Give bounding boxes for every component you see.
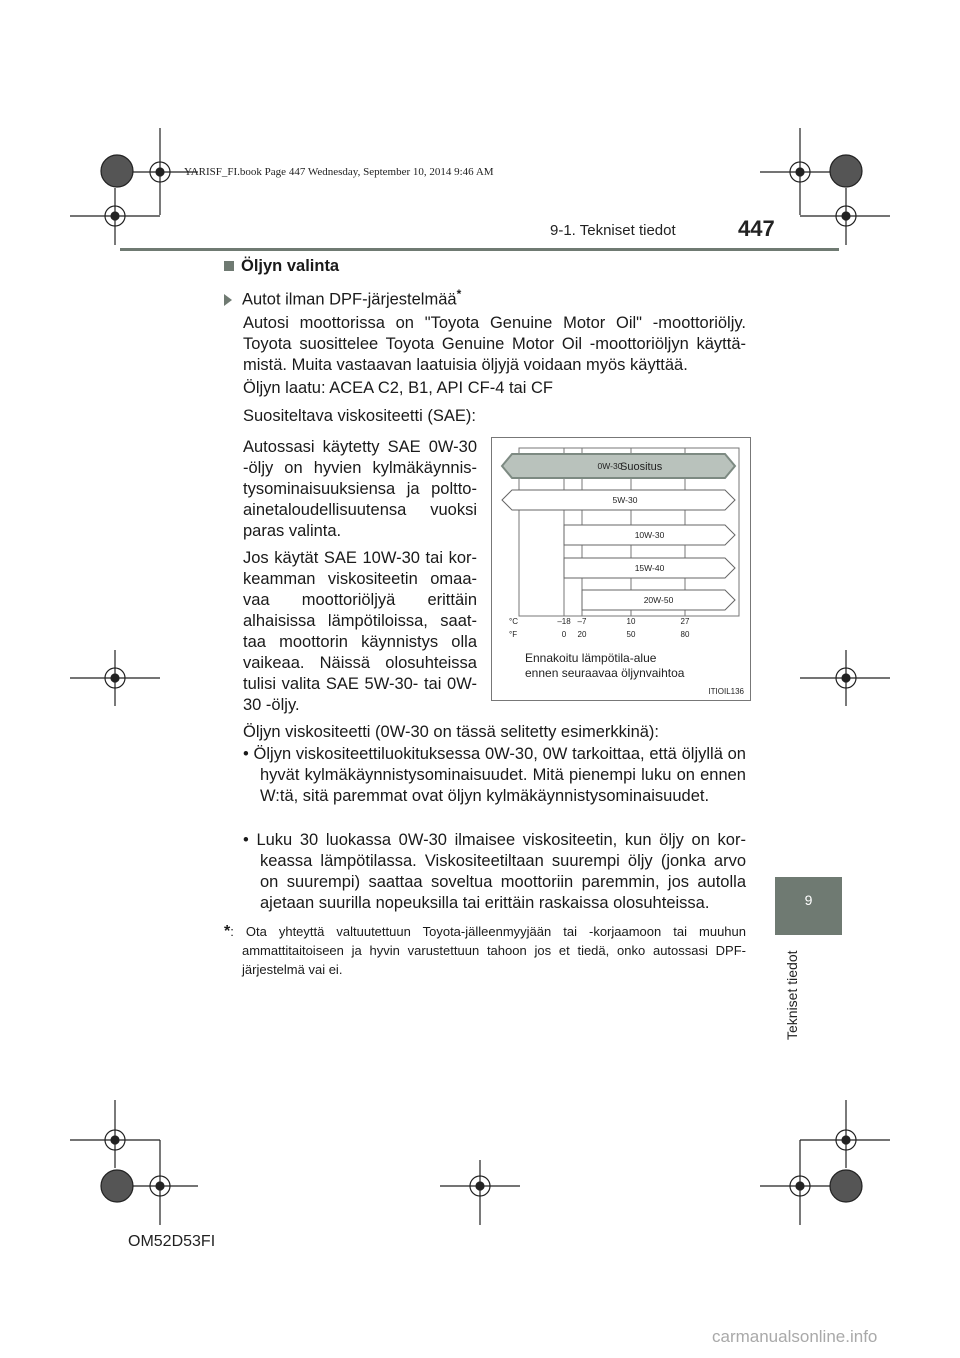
subheading [224,284,461,311]
tick-label-f: 0 [561,630,567,639]
viscosity-chart [491,437,751,701]
viscosity-chart-svg [492,438,750,700]
subheading-footnote-mark: * [456,287,462,301]
viscosity-label: Suositeltava viskositeetti (SAE): [243,407,476,425]
unit-c: °C [509,617,518,626]
paragraph-0w30: Autossasi käytetty SAE 0W-30 -öljy on hyvien kylmäkäynnistysominaisuuksiensa ja polttoainetaloudellisuutensa vuoksi paras valinta. [243,438,477,540]
chapter-title-vertical [784,944,804,1044]
chapter-title: Tekniset tiedot [784,950,800,1040]
section-heading [224,256,339,277]
paragraph-10w30: Jos käytät SAE 10W-30 tai korkeamman viskositeetin omaavaa moottoriöljyä erittäin alhaisissa lämpötiloissa, saattaa moottorin käynnistys olla vaikeaa. Näissä olosuhteissa tulisi valita SAE 5W-30- tai 0W-30 -öljy. [243,549,477,714]
tick-label-c: –18 [557,617,571,626]
chart-caption-line2: ennen seuraavaa öljynvaihtoa [525,666,685,680]
book-info: YARISF_FI.book Page 447 Wednesday, September 10, 2014 9:46 AM [184,166,494,178]
viscosity-intro: Öljyn viskositeetti (0W-30 on tässä selitetty esimerkkinä): [243,723,660,741]
oil-grade-label: 20W-50 [643,595,674,605]
tick-label-c: 10 [626,617,636,626]
tick-label-f: 50 [626,630,636,639]
oil-grade-label: 10W-30 [634,530,665,540]
watermark: carmanualsonline.info [712,1327,878,1346]
list-item: • Öljyn viskositeettiluokituksessa 0W-30, 0W tarkoittaa, että öljyllä on hyvät kylmäkäynnistysominaisuudet. Mitä pienempi luku on ennen W:tä, sitä paremmat ovat öljyn kylmäkäynnistysominaisuudet. [243,745,746,805]
footnote-text: : Ota yhteyttä valtuutettuun Toyota-jälleenmyyjään tai -korjaamoon tai muuhun ammattitaitoiseen ja hyvin varustettuun tahoon jos et tiedä, onko autossasi DPF-järjestelmä vai ei. [230,924,746,977]
header-rule [120,248,839,251]
triangle-bullet-icon [224,294,232,306]
oil-grade-label: 5W-30 [612,495,638,505]
tick-label-c: 27 [680,617,690,626]
unit-f: °F [509,630,518,639]
footnote-mark: * [224,923,231,940]
chapter-number: 9 [804,892,813,908]
chart-caption-line1: Ennakoitu lämpötila-alue [525,651,657,665]
list-item: • Luku 30 luokassa 0W-30 ilmaisee viskositeetin, kun öljy on korkeassa lämpötilassa. Viskositeetiltaan suurempi öljy (jonka arvo on suurempi) saattaa soveltua moottoriin paremmin, jos autolla ajetaan suurilla nopeuksilla tai erittäin raskaissa olosuhteissa. [243,831,746,912]
footnote [224,922,746,979]
tick-label-f: 20 [577,630,587,639]
page-number: 447 [738,216,775,241]
bullet-text: Luku 30 luokassa 0W-30 ilmaisee viskositeetin, kun öljy on korkeassa lämpötilassa. Viskositeetiltaan suurempi öljy (jonka arvo on suurempi) saattaa soveltua moottoriin paremmin, jos autolla ajetaan suurilla nopeuksilla tai erittäin raskaissa olosuhteissa. [256,831,746,912]
recommended-label: Suositus [620,461,663,473]
section-title: 9-1. Tekniset tiedot [550,222,676,239]
bullet-text: Öljyn viskositeettiluokituksessa 0W-30, 0W tarkoittaa, että öljyllä on hyvät kylmäkäynnistysominaisuudet. Mitä pienempi luku on ennen W:tä, sitä paremmat ovat öljyn kylmäkäynnistysominaisuudet. [253,745,746,805]
intro-paragraph: Autosi moottorissa on "Toyota Genuine Motor Oil" -moottoriöljy. Toyota suosittelee Toyota Genuine Motor Oil -moottoriöljyn käyttämistä. Muita vastaavan laatuisia öljyjä voidaan myös käyttää. [243,314,746,374]
oil-grade-label: 15W-40 [634,563,665,573]
document-code: OM52D53FI [128,1233,216,1250]
oil-grade-label: 0W-30 [597,461,623,471]
oil-quality: Öljyn laatu: ACEA C2, B1, API CF-4 tai CF [243,379,553,397]
heading-text: Öljyn valinta [241,257,340,275]
square-bullet-icon [224,261,234,271]
subheading-text: Autot ilman DPF-järjestelmää [242,290,457,309]
tick-label-c: –7 [577,617,587,626]
figure-id: ITIOIL136 [708,687,744,696]
tick-label-f: 80 [680,630,690,639]
